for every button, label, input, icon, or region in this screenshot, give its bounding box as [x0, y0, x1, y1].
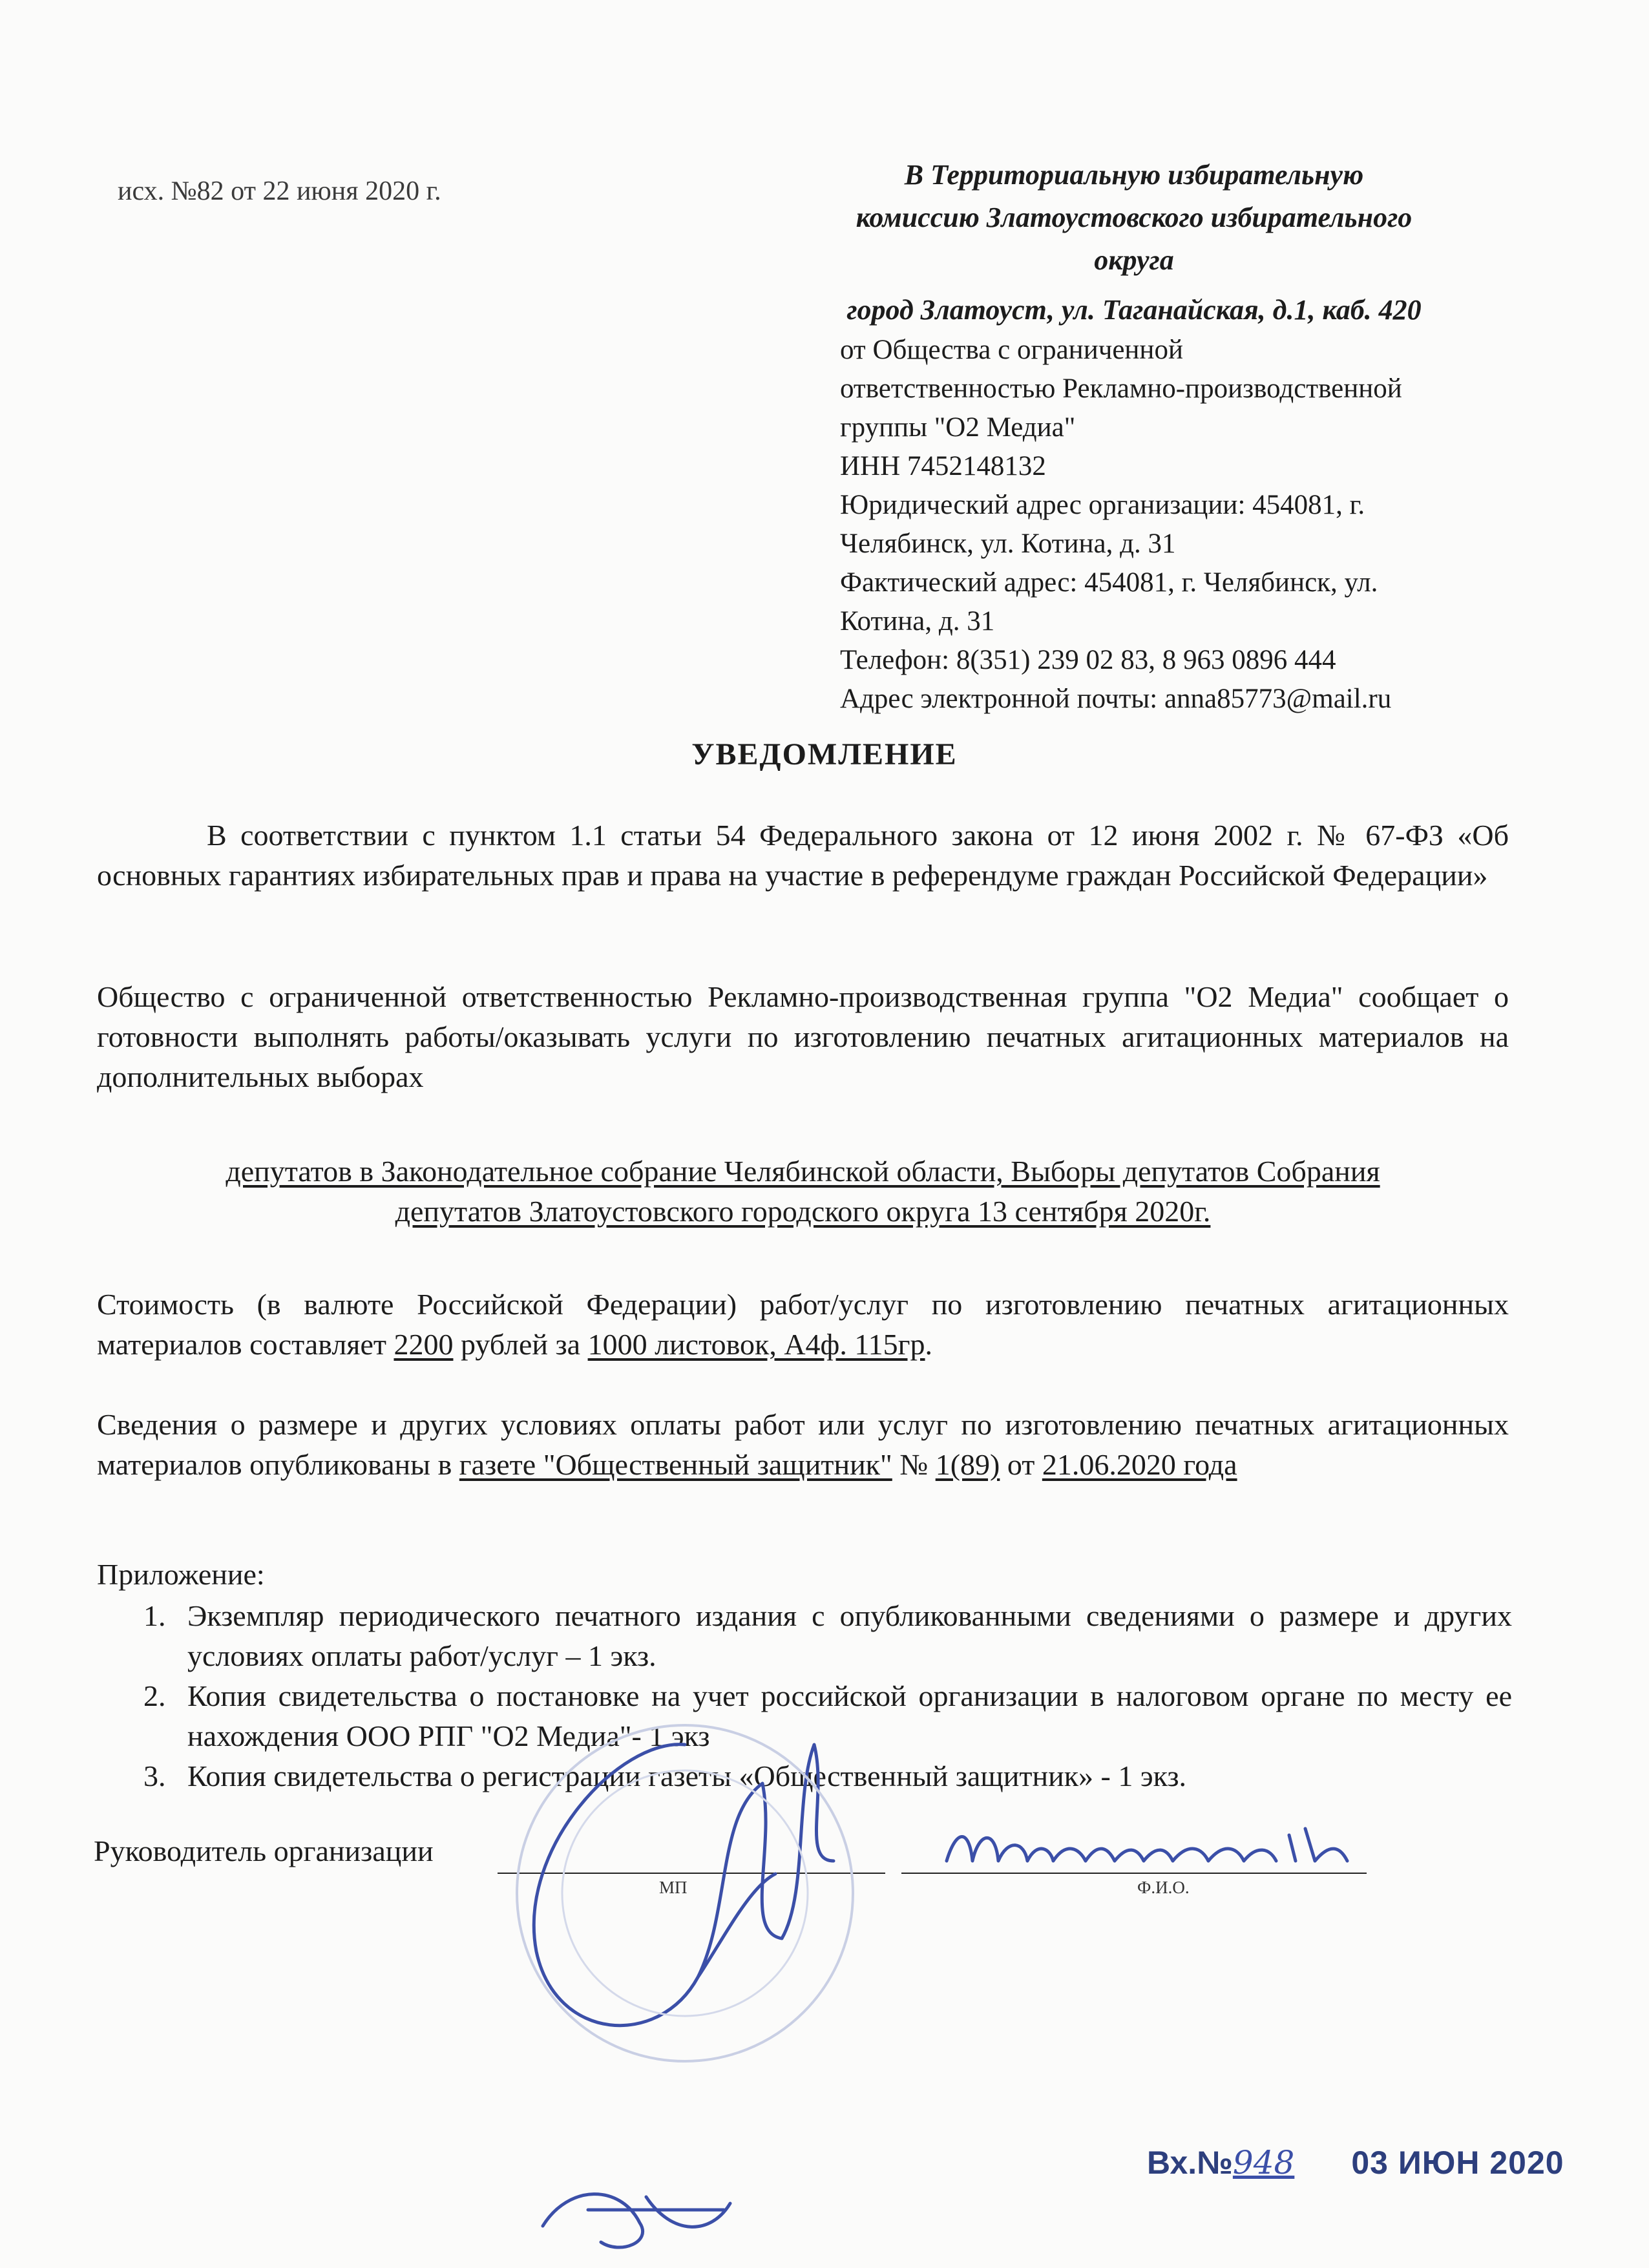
list-item-number: 2.: [143, 1679, 166, 1712]
readiness-paragraph: Общество с ограниченной ответственностью Рекламно-производственная группа "О2 Медиа" сообщает о готовности выполнять работы/оказывать услуги по изготовлению печатных агитационных материалов на дополнительных выборах: [97, 980, 1509, 1093]
sender-line: Котина, д. 31: [840, 606, 995, 636]
sender-line: ИНН 7452148132: [840, 451, 1046, 481]
legal-basis-paragraph: В соответствии с пунктом 1.1 статьи 54 Федерального закона от 12 июня 2002 г. № 67-ФЗ «Об основных гарантиях избирательных прав и права на участие в референдуме граждан Российской Федерации»: [97, 819, 1509, 892]
cost-text: рублей за: [460, 1328, 581, 1361]
publication-text: от: [1007, 1448, 1035, 1481]
receipt-initials: [543, 2194, 730, 2247]
sender-line: Телефон: 8(351) 239 02 83, 8 963 0896 444: [840, 645, 1336, 675]
seal-caption: МП: [659, 1878, 688, 1897]
director-signature: [534, 1745, 834, 2026]
outgoing-reference: исх. №82 от 22 июня 2020 г.: [118, 176, 441, 206]
handwritten-name-signature: [947, 1829, 1347, 1861]
sender-line: группы "О2 Медиа": [840, 412, 1076, 443]
sender-line: ответственностью Рекламно-производственной: [840, 373, 1402, 404]
name-caption: Ф.И.О.: [1137, 1878, 1190, 1897]
list-item-text: Экземпляр периодического печатного издания с опубликованными сведениями о размере и других условиях оплаты работ/услуг – 1 экз.: [187, 1599, 1512, 1672]
cost-amount: 2200: [394, 1328, 454, 1361]
sender-line: Юридический адрес организации: 454081, г.: [840, 490, 1365, 520]
recipient-address: город Златоуст, ул. Таганайская, д.1, каб. 420: [846, 294, 1422, 326]
recipient-line: округа: [1094, 244, 1174, 276]
recipient-line: В Территориальную избирательную: [904, 159, 1364, 191]
cost-text: Стоимость (в валюте Российской Федерации) работ/услуг по изготовлению печатных агитационных материалов составляет: [97, 1288, 1509, 1361]
sender-line: Челябинск, ул. Котина, д. 31: [840, 529, 1176, 559]
sender-line: Адрес электронной почты: anna85773@mail.ru: [840, 684, 1392, 714]
signature-label: Руководитель организации: [94, 1834, 434, 1867]
list-item-text: Копия свидетельства о регистрации газеты «Общественный защитник» - 1 экз.: [187, 1759, 1187, 1792]
recipient-line: комиссию Златоустовского избирательного: [856, 202, 1413, 233]
publication-text: Сведения о размере и других условиях оплаты работ или услуг по изготовлению печатных агитационных материалов опубликованы в: [97, 1408, 1509, 1481]
list-item-number: 3.: [143, 1759, 166, 1792]
stamp-date: 03 ИЮН 2020: [1351, 2145, 1564, 2181]
stamp-label: Вх.№: [1147, 2145, 1233, 2181]
registration-stamp: [1147, 2144, 1564, 2181]
official-seal-inner: [562, 1770, 808, 2016]
cost-text: .: [925, 1328, 933, 1361]
publication-text: №: [899, 1448, 929, 1481]
election-line: депутатов Златоустовского городского округа 13 сентября 2020г.: [395, 1195, 1211, 1228]
sender-line: Фактический адрес: 454081, г. Челябинск, ул.: [840, 567, 1378, 598]
publication-number: 1(89): [935, 1448, 1000, 1481]
publication-date: 21.06.2020 года: [1042, 1448, 1237, 1481]
official-seal: [517, 1725, 853, 2061]
document-title: УВЕДОМЛЕНИЕ: [691, 737, 958, 772]
election-line: депутатов в Законодательное собрание Челябинской области, Выборы депутатов Собрания: [226, 1155, 1380, 1188]
appendix-label: Приложение:: [97, 1558, 265, 1591]
list-item-number: 1.: [143, 1599, 166, 1632]
publication-name: газете "Общественный защитник": [459, 1448, 892, 1481]
sender-line: от Общества с ограниченной: [840, 335, 1183, 365]
list-item-text: Копия свидетельства о постановке на учет российской организации в налоговом органе по месту ее нахождения ООО РПГ "О2 Медиа"- 1 экз: [187, 1679, 1512, 1752]
cost-item: 1000 листовок, А4ф. 115гр: [587, 1328, 925, 1361]
stamp-number: 948: [1232, 2144, 1295, 2181]
